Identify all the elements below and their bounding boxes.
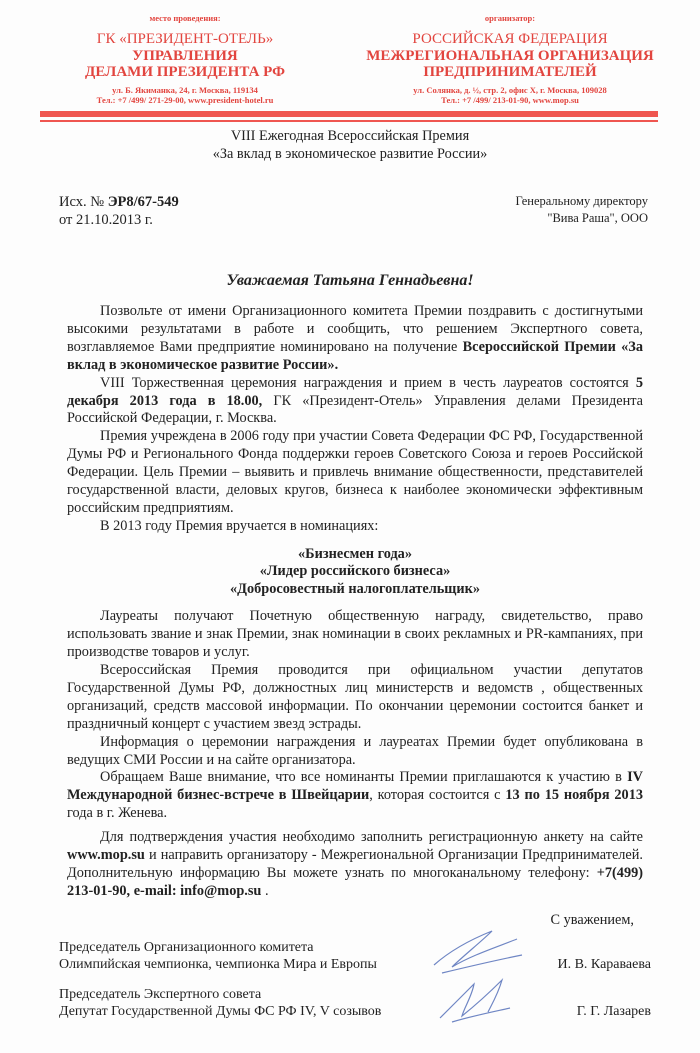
signatory-1-name: И. В. Караваева	[557, 956, 651, 972]
venue-label: место проведения:	[149, 13, 221, 23]
organizer-address: ул. Солянка, д. ½, стр. 2, офис Х, г. Москва, 109028	[413, 84, 607, 95]
ref-date: от 21.10.2013 г.	[59, 212, 153, 228]
organizer-name: МЕЖРЕГИОНАЛЬНАЯ ОРГАНИЗАЦИЯ	[366, 47, 654, 64]
venue-address: ул. Б. Якиманка, 24, г. Москва, 119134	[112, 84, 258, 95]
organizer-name-2: ПРЕДПРИНИМАТЕЛЕЙ	[423, 64, 597, 81]
organizer-label: организатор:	[484, 13, 536, 23]
title-line: Председатель Организационного комитета	[59, 939, 314, 955]
paragraph-ceremony	[67, 375, 643, 429]
salutation: Уважаемая Татьяна Геннадьевна!	[226, 272, 474, 289]
closing: С уважением,	[550, 911, 634, 928]
paragraph-switzerland	[67, 769, 643, 823]
recipient-title: Генеральному директору	[515, 194, 648, 208]
text: .	[261, 882, 269, 899]
paragraph-participation: Всероссийская Премия проводится при официальном участии депутатов Государственной Думы РФ, должностных лиц министерств и ведомств , общественных организаций, средств массовой информации. По окончании церемонии состоится банкет и праздничный концерт с участием звезд эстрады.	[67, 662, 643, 732]
ref-prefix: Исх. №	[59, 194, 108, 210]
paragraph-congrats	[67, 303, 643, 375]
nominations-list	[67, 546, 643, 599]
venue-name-3: ДЕЛАМИ ПРЕЗИДЕНТА РФ	[85, 64, 285, 81]
signatory-2	[59, 986, 651, 1020]
nomination-item: «Добросовестный налогоплательщик»	[230, 580, 480, 597]
website-link[interactable]: www.mop.su	[67, 847, 145, 864]
paragraph-registration	[67, 829, 643, 901]
nomination-item: «Бизнесмен года»	[298, 545, 412, 562]
text: , которая состоится с	[369, 787, 506, 804]
paragraph-laureates: Лауреаты получают Почетную общественную награду, свидетельство, право использовать звание и знак Премии, знак номинации в своих рекламных и PR-кампаниях, при производстве товаров и услуг.	[67, 608, 643, 661]
text: и направить организатору - Межрегиональной Организации Предпринимателей. Дополнительную информацию Вы можете узнать по многоканальному телефону:	[67, 847, 643, 881]
signatory-1	[59, 939, 651, 973]
signature-2-image	[422, 972, 532, 1027]
signature-1	[434, 931, 522, 973]
contact-info[interactable]: +7(499) 213-01-90, e-mail: info@mop.su	[67, 864, 643, 899]
award-title-line2: «За вклад в экономическое развитие России»	[212, 146, 488, 162]
signature-1-image	[422, 925, 532, 980]
paragraph-publication: Информация о церемонии награждения и лауреатах Премии будет опубликована в ведущих СМИ России и на сайте организатора.	[67, 733, 643, 768]
paragraph-history: Премия учреждена в 2006 году при участии Совета Федерации ФС РФ, Государственной Думы РФ и Регионального Фонда поддержки героев Советского Союза и героев Российской Федерации. Цель Премии – выявить и привлечь внимание общественности, представителей государственной власти, деловых кругов, бизнеса к наиболее экономически эффективным российским предприятиям.	[67, 428, 643, 516]
event-name: IV Международной бизнес-встрече в Швейцарии	[67, 769, 643, 804]
venue-name-2: УПРАВЛЕНИЯ	[132, 47, 238, 64]
text: VIII Торжественная церемония награждения и прием в честь лауреатов состоятся	[100, 374, 636, 391]
text: Обращаем Ваше внимание, что все номинанты Премии приглашаются к участию в	[100, 769, 628, 786]
letter-body-top	[67, 303, 643, 536]
ceremony-date: 5 декабря 2013 года в 18.00,	[67, 374, 643, 409]
organizer-phone: Тел.: +7 /499/ 213-01-90, www.mop.su	[441, 95, 579, 106]
award-name-bold: Всероссийской Премии «За вклад в экономическое развитие России».	[67, 338, 643, 373]
signature-2	[440, 980, 510, 1022]
recipient-company: "Вива Раша", ООО	[547, 211, 648, 225]
venue-phone: Тел.: +7 /499/ 271-29-00, www.president-hotel.ru	[96, 95, 274, 106]
signatory-1-title	[59, 939, 377, 973]
text: Позвольте от имени Организационного комитета Премии поздравить с достигнутыми высокими результатами в работе и сообщить, что решением Экспертного совета, возглавляемое Вами предприятие номинировано на получение	[67, 303, 643, 355]
text: года в г. Женева.	[67, 805, 168, 822]
event-dates: 13 по 15 ноября 2013	[505, 787, 643, 804]
nomination-item: «Лидер российского бизнеса»	[259, 563, 451, 580]
signatory-2-name: Г. Г. Лазарев	[576, 1003, 651, 1019]
paragraph-nominations-intro: В 2013 году Премия вручается в номинациях:	[100, 517, 379, 534]
title-line: Депутат Государственной Думы ФС РФ IV, V созывов	[59, 1003, 382, 1019]
title-line: Председатель Экспертного совета	[59, 986, 262, 1002]
venue-name: ГК «ПРЕЗИДЕНТ-ОТЕЛЬ»	[96, 31, 274, 48]
letter-body-bottom	[67, 608, 643, 901]
ref-number: ЭР8/67-549	[107, 194, 179, 210]
signatory-2-title	[59, 986, 381, 1020]
organizer-country: РОССИЙСКАЯ ФЕДЕРАЦИЯ	[412, 31, 608, 48]
award-title-line1: VIII Ежегодная Всероссийская Премия	[230, 128, 470, 144]
letter-content	[59, 0, 651, 1020]
title-line: Олимпийская чемпионка, чемпионка Мира и Европы	[59, 956, 377, 972]
text: Для подтверждения участия необходимо заполнить регистрационную анкету на сайте	[100, 829, 643, 846]
text: ГК «Президент-Отель» Управления делами Президента Российской Федерации, г. Москва.	[67, 392, 643, 427]
